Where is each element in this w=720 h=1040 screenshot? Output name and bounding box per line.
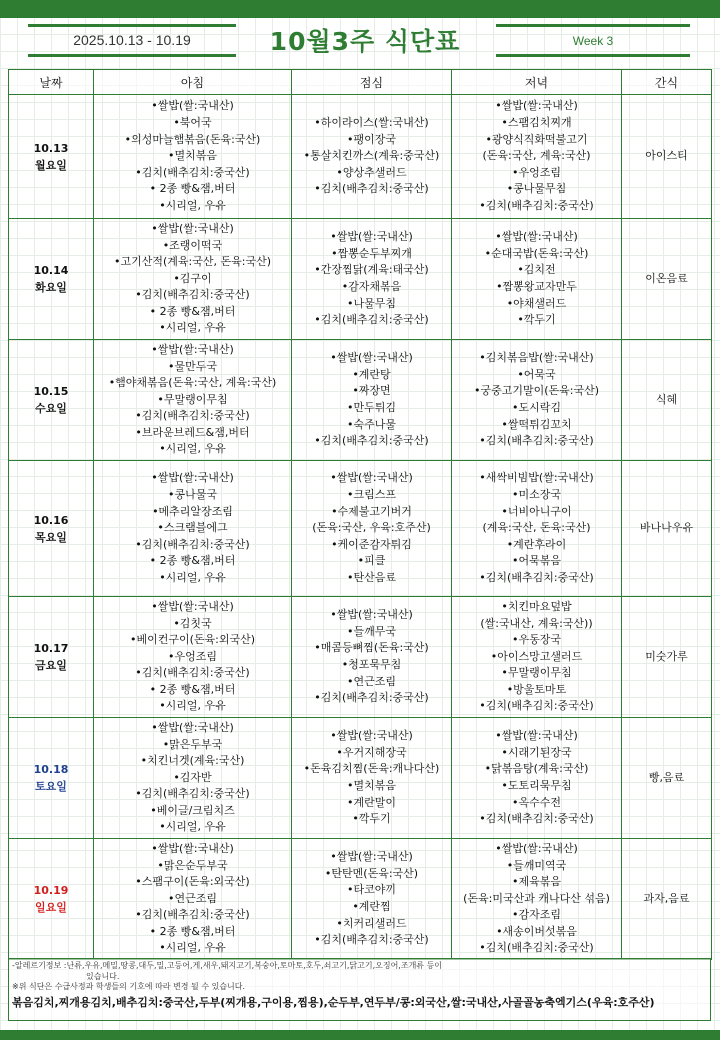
date-cell (9, 597, 94, 718)
menu-item: •양상추샐러드 (336, 165, 407, 179)
menu-item: •수제불고기버거 (331, 504, 412, 518)
day-row (9, 340, 712, 461)
menu-body (9, 95, 712, 960)
breakfast-cell (94, 219, 292, 340)
menu-item: •타코야끼 (347, 883, 396, 897)
day-date: 10.14 (33, 264, 69, 277)
menu-item: •청포묵무침 (341, 658, 402, 671)
snack-item: 바나나우유 (639, 521, 694, 535)
dinner-cell (452, 839, 622, 960)
day-date: 10.19 (33, 884, 69, 897)
origin-info: 볶음김치,찌개용김치,배추김치:중국산,두부(찌개용,구이용,찜용),순두부,연두부/콩:외국산,쌀:국내산,사골골농축엑기스(우육:호주산) (12, 995, 655, 1009)
snack-item: 식혜 (655, 392, 678, 406)
menu-item: •김치전 (517, 263, 556, 277)
menu-item: •김치(배추김치:중국산) (479, 812, 594, 826)
day-weekday: 토요일 (35, 780, 67, 793)
snack-item: 아이스티 (645, 149, 688, 163)
menu-item: •콩나물국 (168, 488, 217, 502)
menu-item: •시리얼, 우유 (159, 198, 226, 212)
menu-item: •쌀밥(쌀:국내산) (151, 99, 234, 113)
date-cell (9, 718, 94, 839)
menu-item: •케이준감자튀김 (331, 537, 412, 551)
breakfast-cell (94, 839, 292, 960)
col-header-dinner: 저녁 (452, 70, 622, 95)
menu-item: •제육볶음 (512, 875, 561, 889)
snack-item: 이온음료 (645, 271, 688, 285)
snack-cell (622, 718, 712, 839)
menu-item: •김치(배추김치:중국산) (314, 434, 429, 448)
snack-cell (622, 95, 712, 219)
col-header-lunch: 점심 (292, 70, 452, 95)
menu-item: •계란찜 (352, 900, 391, 913)
menu-item: (계육:국산, 돈육:국산) (482, 521, 591, 535)
lunch-cell (292, 95, 452, 219)
menu-item: •브라운브레드&잼,버터 (135, 425, 250, 439)
day-weekday: 화요일 (35, 281, 67, 294)
menu-item: •김치(배추김치:중국산) (135, 537, 250, 551)
breakfast-cell (94, 597, 292, 718)
menu-item: •무말랭이무침 (501, 666, 572, 680)
menu-item: •광양식직화떡불고기 (485, 132, 588, 146)
menu-item: •피클 (357, 554, 386, 568)
menu-item: •계란후라이 (506, 537, 567, 551)
menu-item: •새싹비빔밥(쌀:국내산) (479, 471, 594, 485)
menu-item: •숙주나물 (347, 417, 396, 431)
menu-item: •우엉조림 (512, 165, 561, 179)
notes-box (8, 958, 711, 1021)
menu-item: (쌀:국내산, 계육:국산)) (480, 616, 593, 630)
day-date: 10.17 (33, 642, 69, 655)
snack-cell (622, 461, 712, 597)
menu-item: •쌀밥(쌀:국내산) (330, 230, 413, 244)
day-weekday: 금요일 (35, 659, 67, 672)
menu-item: •간장찜닭(계육:태국산) (314, 263, 429, 277)
menu-item: •메추리알장조림 (152, 504, 233, 518)
snack-cell (622, 839, 712, 960)
menu-item: •옥수수전 (512, 795, 561, 809)
menu-item: •시리얼, 우유 (159, 321, 226, 335)
menu-item: •닭볶음탕(계육:국산) (484, 762, 589, 776)
menu-item: •우엉조림 (168, 649, 217, 663)
snack-cell (622, 597, 712, 718)
menu-item: •김구이 (173, 271, 212, 285)
menu-item: • 2종 빵&잼,버터 (149, 682, 236, 696)
snack-item: 빵,음료 (648, 770, 685, 784)
menu-item: •시래기된장국 (501, 745, 572, 759)
week-label: Week 3 (572, 34, 614, 48)
menu-item: •새송이버섯볶음 (496, 924, 577, 938)
menu-item: •탄산음료 (347, 570, 396, 584)
menu-item: •김치(배추김치:중국산) (135, 666, 250, 680)
day-weekday: 일요일 (35, 901, 67, 914)
menu-item: •쌀밥(쌀:국내산) (151, 720, 234, 734)
menu-item: •쌀밥(쌀:국내산) (495, 841, 578, 855)
menu-item: • 2종 빵&잼,버터 (149, 924, 236, 938)
col-header-date: 날짜 (9, 70, 94, 95)
menu-item: •깍두기 (517, 313, 556, 327)
menu-item: •김치(배추김치:중국산) (314, 313, 429, 327)
menu-item: •쌀밥(쌀:국내산) (330, 351, 413, 365)
dinner-cell (452, 340, 622, 461)
menu-item: •베이컨구이(돈육:외국산) (129, 633, 256, 647)
menu-item: •쌀밥(쌀:국내산) (330, 608, 413, 622)
menu-item: •짬뽕왕교자만두 (496, 280, 577, 293)
day-row (9, 597, 712, 718)
day-row (9, 219, 712, 340)
lunch-cell (292, 718, 452, 839)
menu-item: •맑은순두부국 (157, 858, 228, 872)
date-cell (9, 219, 94, 340)
lunch-cell (292, 597, 452, 718)
menu-item: •김치(배추김치:중국산) (135, 165, 250, 179)
breakfast-cell (94, 95, 292, 219)
menu-item: •멸치볶음 (168, 149, 217, 163)
menu-item: •김자반 (173, 770, 212, 784)
dinner-cell (452, 597, 622, 718)
menu-item: •돈육김치찜(돈육:캐나다산) (303, 762, 440, 776)
menu-item: •김치(배추김치:중국산) (314, 182, 429, 196)
menu-item: •우거지해장국 (336, 745, 407, 759)
menu-item: •김치볶음밥(쌀:국내산) (479, 351, 594, 365)
menu-item: •아이스망고샐러드 (490, 649, 583, 663)
date-cell (9, 461, 94, 597)
day-weekday: 월요일 (35, 158, 67, 172)
menu-item: •쌀밥(쌀:국내산) (495, 230, 578, 244)
date-cell (9, 95, 94, 219)
menu-item: •쌀밥(쌀:국내산) (330, 729, 413, 743)
menu-item: •쌀밥(쌀:국내산) (151, 342, 234, 356)
menu-item: •통살치킨까스(계육:중국산) (303, 149, 440, 163)
menu-item: •연근조림 (168, 891, 217, 905)
menu-item: •김치(배추김치:중국산) (314, 933, 429, 947)
menu-item: •방울토마토 (506, 682, 567, 696)
menu-item: •쌀밥(쌀:국내산) (495, 99, 578, 113)
dinner-cell (452, 219, 622, 340)
header-rule-left-top (28, 24, 236, 27)
menu-item: •감자채볶음 (341, 280, 402, 293)
menu-item: •크림스프 (347, 488, 396, 502)
lunch-cell (292, 839, 452, 960)
dinner-cell (452, 461, 622, 597)
breakfast-cell (94, 718, 292, 839)
menu-item: •어묵국 (517, 367, 556, 381)
menu-item: •너비아니구이 (501, 504, 572, 518)
menu-item: •쌀떡튀김꼬치 (501, 417, 572, 431)
menu-item: •감자조림 (512, 908, 561, 922)
menu-item: •콩나물무침 (506, 182, 567, 196)
menu-item: •짜장면 (352, 384, 391, 398)
change-notice: ※위 식단은 수급사정과 학생들의 기호에 따라 변경 될 수 있습니다. (12, 982, 246, 991)
lunch-cell (292, 340, 452, 461)
date-cell (9, 340, 94, 461)
menu-item: (돈육:국산, 계육:국산) (482, 149, 591, 163)
menu-item: •치킨너겟(계육:국산) (140, 754, 245, 768)
header-rule-right-top (496, 24, 690, 27)
breakfast-cell (94, 340, 292, 461)
menu-item: •김치(배추김치:중국산) (479, 699, 594, 713)
menu-item: •만두튀김 (347, 401, 396, 414)
day-weekday: 수요일 (35, 402, 67, 415)
menu-item: •짬뽕순두부찌개 (331, 246, 412, 260)
day-row (9, 718, 712, 839)
date-cell (9, 839, 94, 960)
menu-item: •야채샐러드 (506, 296, 567, 310)
menu-item: •나물무침 (347, 296, 396, 310)
menu-item: •쌀밥(쌀:국내산) (330, 850, 413, 864)
top-green-bar (0, 0, 720, 18)
menu-item: •김치(배추김치:중국산) (135, 908, 250, 922)
menu-item: •탄탄멘(돈육:국산) (324, 866, 419, 880)
menu-item: •무말랭이무침 (157, 392, 228, 406)
menu-item: • 2종 빵&잼,버터 (149, 554, 236, 568)
menu-item: •미소장국 (512, 488, 561, 502)
menu-item: •스팸구이(돈육:외국산) (135, 875, 250, 889)
menu-item: •쌀밥(쌀:국내산) (495, 729, 578, 743)
day-row (9, 95, 712, 219)
header-rule-right-bottom (496, 54, 690, 57)
header-row (9, 70, 712, 95)
menu-item: •우동장국 (512, 633, 561, 647)
day-date: 10.15 (33, 385, 69, 398)
menu-item: •치커리샐러드 (336, 916, 407, 930)
allergy-info: -알레르기정보 :난류,우유,메밀,땅콩,대두,밀,고등어,게,새우,돼지고기,복숭아,토마토,호두,쇠고기,닭고기,오징어,조개류 등이 (12, 961, 443, 970)
col-header-breakfast: 아침 (94, 70, 292, 95)
allergy-info-cont: 있습니다. (86, 971, 120, 981)
menu-item: •김치(배추김치:중국산) (135, 787, 250, 801)
menu-item: •맑은두부국 (162, 737, 223, 751)
menu-item: •도시락김 (512, 401, 561, 414)
menu-item: •연근조림 (347, 674, 396, 688)
header-rule-left-bottom (28, 54, 236, 57)
snack-item: 과자,음료 (643, 891, 690, 905)
snack-cell (622, 340, 712, 461)
lunch-cell (292, 461, 452, 597)
menu-item: •김치(배추김치:중국산) (479, 941, 594, 955)
page-title: 10월3주 식단표 (269, 27, 461, 56)
menu-item: •멸치볶음 (347, 779, 396, 792)
menu-item: •고기산적(계육:국산, 돈육:국산) (114, 255, 271, 269)
bottom-green-bar (0, 1030, 720, 1040)
day-row (9, 461, 712, 597)
menu-item: •쌀밥(쌀:국내산) (151, 599, 234, 613)
menu-item: •김치(배추김치:중국산) (135, 288, 250, 302)
dinner-cell (452, 95, 622, 219)
menu-item: •햄야채볶음(돈육:국산, 계육:국산) (108, 376, 277, 390)
day-date: 10.13 (33, 141, 69, 155)
day-row (9, 839, 712, 960)
menu-item: •하이라이스(쌀:국내산) (314, 116, 429, 130)
menu-item: (돈육:국산, 우육:호주산) (312, 521, 431, 535)
menu-table (8, 69, 712, 960)
day-date: 10.18 (33, 763, 69, 776)
menu-item: •스크램블에그 (157, 521, 228, 535)
menu-item: •도토리묵무침 (501, 779, 572, 792)
menu-item: •베이글/크림치즈 (150, 803, 235, 817)
menu-item: •물만두국 (168, 359, 217, 373)
menu-item: •팽이장국 (347, 132, 396, 146)
menu-item: •시리얼, 우유 (159, 820, 226, 834)
menu-item: •치킨마요덮밥 (501, 599, 572, 613)
breakfast-cell (94, 461, 292, 597)
menu-item: •시리얼, 우유 (159, 941, 226, 955)
menu-item: •계란말이 (347, 795, 396, 809)
menu-item: •궁중고기말이(돈육:국산) (473, 384, 600, 398)
day-date: 10.16 (33, 513, 69, 527)
lunch-cell (292, 219, 452, 340)
menu-item: •조랭이떡국 (162, 238, 223, 252)
menu-item: •시리얼, 우유 (159, 699, 226, 713)
day-weekday: 목요일 (35, 530, 67, 544)
menu-item: •순대국밥(돈육:국산) (484, 246, 589, 260)
date-range: 2025.10.13 - 10.19 (73, 32, 191, 48)
menu-item: •시리얼, 우유 (159, 442, 226, 456)
menu-item: •들깨무국 (347, 624, 396, 638)
menu-item: •스팸김치찌개 (501, 116, 572, 130)
menu-item: (돈육:미국산과 캐나다산 섞음) (463, 891, 610, 905)
menu-item: •쌀밥(쌀:국내산) (151, 841, 234, 855)
menu-item: •김치(배추김치:중국산) (479, 434, 594, 448)
snack-cell (622, 219, 712, 340)
menu-item: •들깨미역국 (506, 858, 567, 872)
col-header-snack: 간식 (622, 70, 712, 95)
menu-item: •김치(배추김치:중국산) (479, 198, 594, 212)
menu-item: •쌀밥(쌀:국내산) (330, 471, 413, 485)
menu-item: •쌀밥(쌀:국내산) (151, 221, 234, 235)
menu-item: •시리얼, 우유 (159, 570, 226, 584)
menu-item: •김치(배추김치:중국산) (314, 691, 429, 705)
menu-item: •김치(배추김치:중국산) (479, 570, 594, 584)
menu-item: •계란탕 (352, 367, 391, 381)
menu-item: •김치(배추김치:중국산) (135, 409, 250, 423)
menu-item: •어묵볶음 (512, 554, 561, 568)
menu-item: •의성마늘햄볶음(돈육:국산) (124, 132, 261, 146)
snack-item: 미숫가루 (645, 649, 688, 663)
menu-item: •북어국 (173, 116, 212, 130)
dinner-cell (452, 718, 622, 839)
menu-item: • 2종 빵&잼,버터 (149, 304, 236, 318)
menu-item: •매콤등뼈찜(돈육:국산) (314, 641, 429, 655)
menu-item: •깍두기 (352, 812, 391, 826)
menu-item: • 2종 빵&잼,버터 (149, 182, 236, 196)
menu-item: •김칫국 (173, 616, 212, 630)
menu-item: •쌀밥(쌀:국내산) (151, 471, 234, 485)
